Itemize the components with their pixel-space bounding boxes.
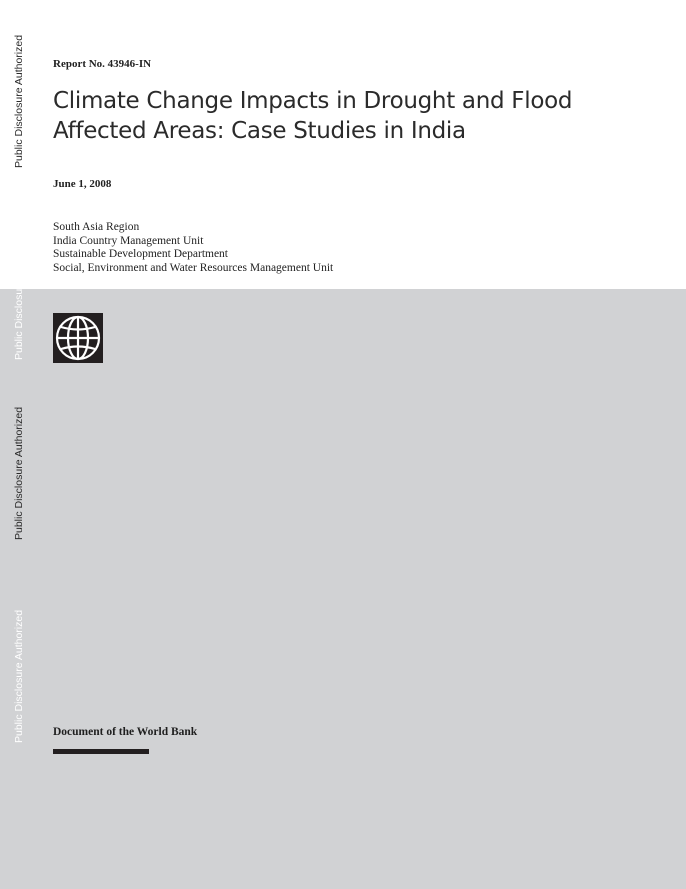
organizational-units xyxy=(53,221,333,275)
disclosure-watermark: Public Disclosure Authorized xyxy=(13,226,25,360)
cover-bottom-section xyxy=(0,289,686,889)
report-date: June 1, 2008 xyxy=(53,178,112,190)
org-unit: Social, Environment and Water Resources Management Unit xyxy=(53,261,334,274)
org-unit: India Country Management Unit xyxy=(53,234,204,247)
report-number: Report No. 43946-IN xyxy=(53,58,152,70)
org-unit: Sustainable Development Department xyxy=(53,248,229,260)
footer-rule xyxy=(53,749,149,754)
world-bank-globe-icon xyxy=(53,313,103,363)
disclosure-watermark: Public Disclosure Authorized xyxy=(13,609,25,743)
disclosure-watermark: Public Disclosure Authorized xyxy=(13,34,25,168)
org-unit: South Asia Region xyxy=(53,221,140,233)
document-of-world-bank: Document of the World Bank xyxy=(53,726,198,738)
document-title: Climate Change Impacts in Drought and Flood Affected Areas: Case Studies in India xyxy=(53,88,573,144)
disclosure-watermark: Public Disclosure Authorized xyxy=(13,406,25,540)
